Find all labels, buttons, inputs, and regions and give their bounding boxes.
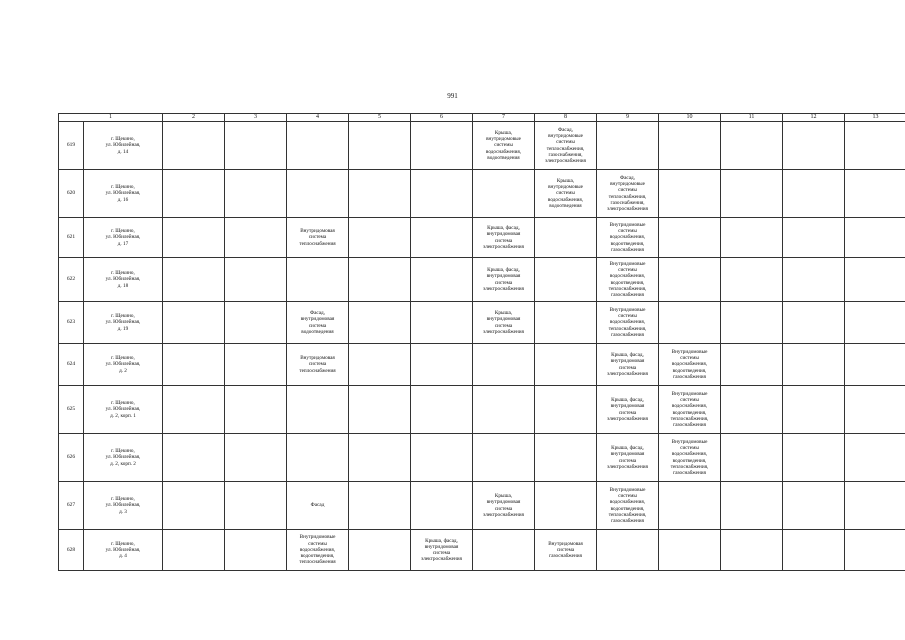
work-type-cell-c10 (659, 530, 721, 571)
work-type-cell-c12 (783, 530, 845, 571)
work-type-cell-c11 (721, 122, 783, 170)
work-type-cell-c8 (535, 482, 597, 530)
work-type-cell-c9: Внутридомовые системы водоснабжения, водоотведения, теплоснабжения, газоснабжения (597, 482, 659, 530)
row-number-cell: 621 (59, 218, 84, 258)
column-header: 10 (659, 114, 721, 122)
work-type-cell-c11 (721, 170, 783, 218)
work-type-cell-c4 (287, 386, 349, 434)
work-type-cell-c11 (721, 218, 783, 258)
address-cell: г. Щекино, ул. Юбилейная, д. 17 (84, 218, 163, 258)
address-cell: г. Щекино, ул. Юбилейная, д. 16 (84, 170, 163, 218)
work-type-cell-c5 (349, 386, 411, 434)
address-cell: г. Щекино, ул. Юбилейная, д. 3 (84, 482, 163, 530)
table-row (59, 258, 905, 302)
work-type-cell-c4: Фасад, внутридомовая система водоотведения (287, 302, 349, 344)
work-type-cell-c11 (721, 302, 783, 344)
work-type-cell-c5 (349, 344, 411, 386)
work-type-cell-c6 (411, 482, 473, 530)
page-number: 991 (447, 92, 458, 100)
address-cell: г. Щекино, ул. Юбилейная, д. 19 (84, 302, 163, 344)
work-type-cell-c2 (163, 344, 225, 386)
work-type-cell-c3 (225, 386, 287, 434)
work-type-cell-c7: Крыша, внутридомовая система электроснабжения (473, 482, 535, 530)
work-type-cell-c9: Крыша, фасад, внутридомовая система электроснабжения (597, 434, 659, 482)
work-type-cell-c10 (659, 258, 721, 302)
work-type-cell-c10 (659, 482, 721, 530)
work-type-cell-c9: Внутридомовые системы водоснабжения, теплоснабжения, газоснабжения (597, 302, 659, 344)
work-type-cell-c3 (225, 344, 287, 386)
work-type-cell-c5 (349, 482, 411, 530)
work-type-cell-c13 (845, 122, 905, 170)
work-type-cell-c11 (721, 530, 783, 571)
work-type-cell-c13 (845, 530, 905, 571)
address-cell: г. Щекино, ул. Юбилейная, д. 4 (84, 530, 163, 571)
work-type-cell-c3 (225, 218, 287, 258)
column-header: 9 (597, 114, 659, 122)
work-type-cell-c8: Внутридомовая система газоснабжения (535, 530, 597, 571)
work-type-cell-c10: Внутридомовые системы водоснабжения, водоотведения, теплоснабжения, газоснабжения (659, 386, 721, 434)
work-type-cell-c4 (287, 170, 349, 218)
work-type-cell-c2 (163, 530, 225, 571)
work-type-cell-c11 (721, 434, 783, 482)
work-type-cell-c3 (225, 122, 287, 170)
work-type-cell-c8 (535, 302, 597, 344)
work-type-cell-c8 (535, 218, 597, 258)
work-type-cell-c3 (225, 530, 287, 571)
row-number-cell: 628 (59, 530, 84, 571)
row-number-cell: 625 (59, 386, 84, 434)
work-type-cell-c13 (845, 302, 905, 344)
work-type-cell-c9 (597, 530, 659, 571)
work-type-cell-c8: Крыша, внутридомовые системы водоснабжения, водоотведения (535, 170, 597, 218)
work-type-cell-c13 (845, 258, 905, 302)
work-type-cell-c4: Внутридомовая система теплоснабжения (287, 344, 349, 386)
work-type-cell-c13 (845, 344, 905, 386)
work-type-cell-c2 (163, 258, 225, 302)
work-type-cell-c13 (845, 482, 905, 530)
column-header: 12 (783, 114, 845, 122)
column-header: 6 (411, 114, 473, 122)
work-type-cell-c9: Крыша, фасад, внутридомовая система электроснабжения (597, 386, 659, 434)
work-type-cell-c9 (597, 122, 659, 170)
work-type-cell-c6 (411, 218, 473, 258)
work-type-cell-c9: Внутридомовые системы водоснабжения, водоотведения, газоснабжения (597, 218, 659, 258)
work-type-cell-c12 (783, 302, 845, 344)
column-header: 4 (287, 114, 349, 122)
work-type-cell-c2 (163, 434, 225, 482)
work-type-cell-c12 (783, 122, 845, 170)
work-type-cell-c8: Фасад, внутридомовые системы теплоснабжения, газоснабжения, электроснабжения (535, 122, 597, 170)
work-type-cell-c8 (535, 434, 597, 482)
address-cell: г. Щекино, ул. Юбилейная, д. 18 (84, 258, 163, 302)
work-type-cell-c7: Крыша, внутридомовые системы водоснабжения, водоотведения (473, 122, 535, 170)
row-number-cell: 624 (59, 344, 84, 386)
work-type-cell-c6 (411, 302, 473, 344)
work-type-cell-c10 (659, 122, 721, 170)
work-type-cell-c12 (783, 170, 845, 218)
row-number-cell: 622 (59, 258, 84, 302)
work-type-cell-c12 (783, 258, 845, 302)
work-type-cell-c7 (473, 386, 535, 434)
row-number-cell: 627 (59, 482, 84, 530)
work-type-cell-c4: Фасад (287, 482, 349, 530)
work-type-cell-c4 (287, 258, 349, 302)
work-type-cell-c7 (473, 434, 535, 482)
work-type-cell-c12 (783, 386, 845, 434)
column-header: 7 (473, 114, 535, 122)
work-type-cell-c8 (535, 344, 597, 386)
work-type-cell-c5 (349, 170, 411, 218)
work-type-cell-c10: Внутридомовые системы водоснабжения, водоотведения, газоснабжения (659, 344, 721, 386)
work-type-cell-c3 (225, 434, 287, 482)
work-type-cell-c12 (783, 344, 845, 386)
row-number-cell: 619 (59, 122, 84, 170)
table-row (59, 218, 905, 258)
column-header: 3 (225, 114, 287, 122)
address-cell: г. Щекино, ул. Юбилейная, д. 2 (84, 344, 163, 386)
address-cell: г. Щекино, ул. Юбилейная, д. 14 (84, 122, 163, 170)
column-header: 5 (349, 114, 411, 122)
work-type-cell-c3 (225, 482, 287, 530)
work-type-cell-c5 (349, 302, 411, 344)
work-type-cell-c10 (659, 170, 721, 218)
address-cell: г. Щекино, ул. Юбилейная, д. 2, корп. 1 (84, 386, 163, 434)
table-row (59, 170, 905, 218)
work-type-cell-c13 (845, 434, 905, 482)
work-type-cell-c7 (473, 170, 535, 218)
work-type-cell-c11 (721, 386, 783, 434)
work-type-cell-c7: Крыша, внутридомовая система электроснабжения (473, 302, 535, 344)
row-number-cell: 626 (59, 434, 84, 482)
work-type-cell-c2 (163, 218, 225, 258)
work-type-cell-c11 (721, 344, 783, 386)
work-type-cell-c7 (473, 344, 535, 386)
work-type-cell-c12 (783, 482, 845, 530)
work-type-cell-c2 (163, 386, 225, 434)
work-type-cell-c7: Крыша, фасад, внутридомовая система электроснабжения (473, 218, 535, 258)
work-type-cell-c9: Внутридомовые системы водоснабжения, водоотведения, теплоснабжения, газоснабжения (597, 258, 659, 302)
work-type-cell-c6 (411, 122, 473, 170)
address-cell: г. Щекино, ул. Юбилейная, д. 2, корп. 2 (84, 434, 163, 482)
table-row (59, 482, 905, 530)
table-row (59, 302, 905, 344)
column-number-row (59, 114, 905, 122)
work-type-cell-c7: Крыша, фасад, внутридомовая система электроснабжения (473, 258, 535, 302)
work-type-cell-c4: Внутридомовая система теплоснабжения (287, 218, 349, 258)
row-number-cell: 620 (59, 170, 84, 218)
column-header: 11 (721, 114, 783, 122)
work-type-cell-c6 (411, 344, 473, 386)
column-header: 13 (845, 114, 905, 122)
work-type-cell-c8 (535, 386, 597, 434)
work-type-cell-c6 (411, 386, 473, 434)
work-type-cell-c10 (659, 302, 721, 344)
work-type-cell-c11 (721, 482, 783, 530)
row-number-cell: 623 (59, 302, 84, 344)
work-type-cell-c2 (163, 302, 225, 344)
work-type-cell-c3 (225, 170, 287, 218)
work-type-cell-c2 (163, 122, 225, 170)
work-type-cell-c13 (845, 386, 905, 434)
work-type-cell-c4 (287, 434, 349, 482)
column-header: 8 (535, 114, 597, 122)
column-header: 2 (163, 114, 225, 122)
work-type-cell-c5 (349, 218, 411, 258)
column-header: 1 (59, 114, 163, 122)
work-type-cell-c7 (473, 530, 535, 571)
work-type-cell-c5 (349, 434, 411, 482)
work-type-cell-c6: Крыша, фасад, внутридомовая система электроснабжения (411, 530, 473, 571)
work-type-cell-c6 (411, 258, 473, 302)
work-type-cell-c9: Фасад, внутридомовые системы теплоснабжения, газоснабжения, электроснабжения (597, 170, 659, 218)
work-type-cell-c9: Крыша, фасад, внутридомовая система электроснабжения (597, 344, 659, 386)
work-type-cell-c3 (225, 302, 287, 344)
work-type-cell-c6 (411, 170, 473, 218)
work-type-cell-c5 (349, 122, 411, 170)
work-type-cell-c11 (721, 258, 783, 302)
work-type-cell-c6 (411, 434, 473, 482)
work-type-cell-c2 (163, 170, 225, 218)
work-type-cell-c3 (225, 258, 287, 302)
table-row (59, 344, 905, 386)
work-type-cell-c5 (349, 258, 411, 302)
repair-schedule-table (58, 113, 905, 571)
work-type-cell-c12 (783, 218, 845, 258)
work-type-cell-c13 (845, 170, 905, 218)
work-type-cell-c13 (845, 218, 905, 258)
table-row (59, 434, 905, 482)
work-type-cell-c2 (163, 482, 225, 530)
work-type-cell-c12 (783, 434, 845, 482)
work-type-cell-c4: Внутридомовые системы водоснабжения, водоотведения, теплоснабжения (287, 530, 349, 571)
work-type-cell-c10: Внутридомовые системы водоснабжения, водоотведения, теплоснабжения, газоснабжения (659, 434, 721, 482)
table-row (59, 530, 905, 571)
table-row (59, 386, 905, 434)
work-type-cell-c4 (287, 122, 349, 170)
work-type-cell-c8 (535, 258, 597, 302)
work-type-cell-c10 (659, 218, 721, 258)
table-row (59, 122, 905, 170)
work-type-cell-c5 (349, 530, 411, 571)
